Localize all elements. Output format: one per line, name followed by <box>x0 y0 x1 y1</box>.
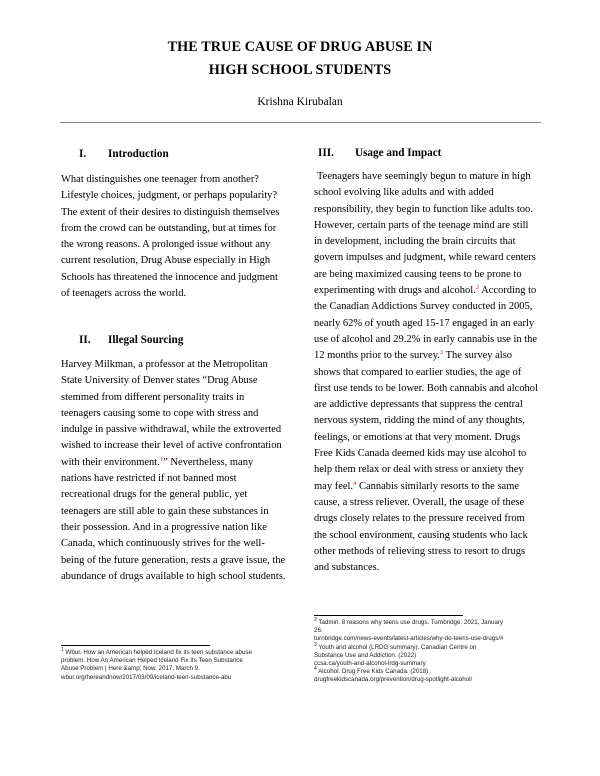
illegal-sourcing-paragraph <box>61 357 286 585</box>
introduction-paragraph: What distinguishes one teenager from another? Lifestyle choices, judgment, or perhaps popularity? The extent of their desires to distinguish themselves from the crowd can be outstanding, but at times for the wrong reasons. A prolonged issue without any current resolution, Drug Abuse especially in High Schools has threatened the innocence and judgment of teenagers across the world. <box>61 174 280 300</box>
footnote-line: Youth and alcohol (LRDG summary). Canadian Centre on <box>318 643 477 651</box>
footnote-number: 4 <box>314 666 317 673</box>
footnote-1 <box>61 649 296 682</box>
section-number: I. <box>79 148 87 160</box>
footnote-4 <box>314 668 544 684</box>
footnote-3 <box>314 641 544 669</box>
paragraph-text: The survey also shows that compared to earlier studies, the age of first use tends to be lower. Both cannabis and alcohol are addictive depressants that suppress the central nervous system, ridding the mind of any thoughts, feelings, or emotions at that very moment. Drugs Free Kids Canada deemed kids may use alcohol to help them relax or deal with stress or anxiety they may feel. <box>314 350 538 492</box>
footnote-line: Tadmin. 8 reasons why teens use drugs. Turnbridge. 2021, January <box>318 619 504 626</box>
paragraph-text: ” Nevertheless, many nations have restricted if not banned most recreational drugs for the general public, yet teenagers are still able to gain these substances in their possession. And in a progressive nation like Canada, which continuously strives for the well-being of the future generation, rests a grave issue, the abundance of drugs available to high school students. <box>61 456 286 582</box>
section-number: III. <box>318 147 334 159</box>
footnote-ref[interactable]: 4 <box>353 479 357 487</box>
footnote-line: 26. <box>314 627 323 635</box>
footnote-line: Substance Use and Addiction. (2022) <box>314 651 417 659</box>
section-heading-introduction <box>79 146 169 162</box>
paper-title-line-2: HIGH SCHOOL STUDENTS <box>208 62 392 78</box>
footnote-ref[interactable]: 1 <box>159 455 164 463</box>
footnote-divider-left <box>61 645 210 646</box>
footnote-line: problem. How An American Helped Iceland Fix Its Teen Substance <box>61 657 243 665</box>
usage-and-impact-paragraph <box>314 169 539 576</box>
footnote-link[interactable]: wbur.org/hereandnow/2017/03/09/iceland-teen-substance-abu <box>61 673 232 681</box>
section-heading-illegal-sourcing <box>79 332 183 348</box>
paper-title-line-1: THE TRUE CAUSE OF DRUG ABUSE IN <box>167 39 433 55</box>
paper-title <box>0 36 600 82</box>
paragraph-text: Cannabis similarly resorts to the same cause, a stress reliever. Overall, the usage of these drugs closely relates to the pressure received from the school environment, causing students who lack other methods of relieving stress to resort to drugs and substances. <box>314 480 528 574</box>
section-heading-usage-and-impact <box>318 145 441 161</box>
section-title: Usage and Impact <box>355 147 442 159</box>
footnote-line: Abuse Problem | Here &amp; Now. 2017, March 9. <box>61 665 200 673</box>
footnote-link[interactable]: turnbridge.com/news-events/latest-articles/why-do-teens-use-drugs/# <box>314 635 504 643</box>
footnote-line: Alcohol. Drug Free Kids Canada. (2018) <box>318 668 429 676</box>
section-number: II. <box>79 334 91 346</box>
footnote-2 <box>314 619 544 644</box>
footnote-number: 1 <box>61 647 64 653</box>
footnotes-right <box>314 619 544 685</box>
section-title: Illegal Sourcing <box>108 334 184 346</box>
section-title: Introduction <box>108 148 169 160</box>
footnote-number: 3 <box>314 641 317 648</box>
footnote-line: Wbur. How an American helped Iceland fix its teen substance abuse <box>65 649 252 656</box>
title-divider <box>60 122 541 123</box>
paragraph-text: According to the Canadian Addictions Survey conducted in 2005, nearly 62% of youth aged 15-17 engaged in an early use of alcohol and 29.2% in early cannabis use in the 12 months prior to the survey. <box>314 285 538 362</box>
footnotes-left <box>61 649 296 682</box>
paragraph-text: Teenagers have seemingly begun to mature in high school evolving like adults and with added responsibility, they begin to function like adults too. However, certain parts of the teenage mind are still in development, including the brain circuits that govern impulses and judgment, while reward centers are being maximized causing teens to be prone to experimenting with drugs and alcohol. <box>314 171 536 297</box>
footnote-link[interactable]: drugfreekidscanada.org/prevention/drug-spotlight-alcohol/ <box>314 676 473 684</box>
footnote-number: 2 <box>314 617 317 623</box>
footnote-link[interactable]: ccsa.ca/youth-and-alcohol-lrdg-summary <box>314 660 426 668</box>
footnote-divider-right <box>314 615 463 616</box>
paragraph-text: Harvey Milkman, a professor at the Metropolitan State University of Denver states “Drug Abuse stemmed from different personality traits in teenagers causing some to cope with stress and indulge in passive withdrawal, while the extroverted wished to increase their level of active confrontation with their environment. <box>61 359 282 468</box>
author-name: Krishna Kirubalan <box>257 96 343 108</box>
footnote-ref[interactable]: 3 <box>439 349 444 357</box>
footnote-ref[interactable]: 2 <box>475 284 480 292</box>
